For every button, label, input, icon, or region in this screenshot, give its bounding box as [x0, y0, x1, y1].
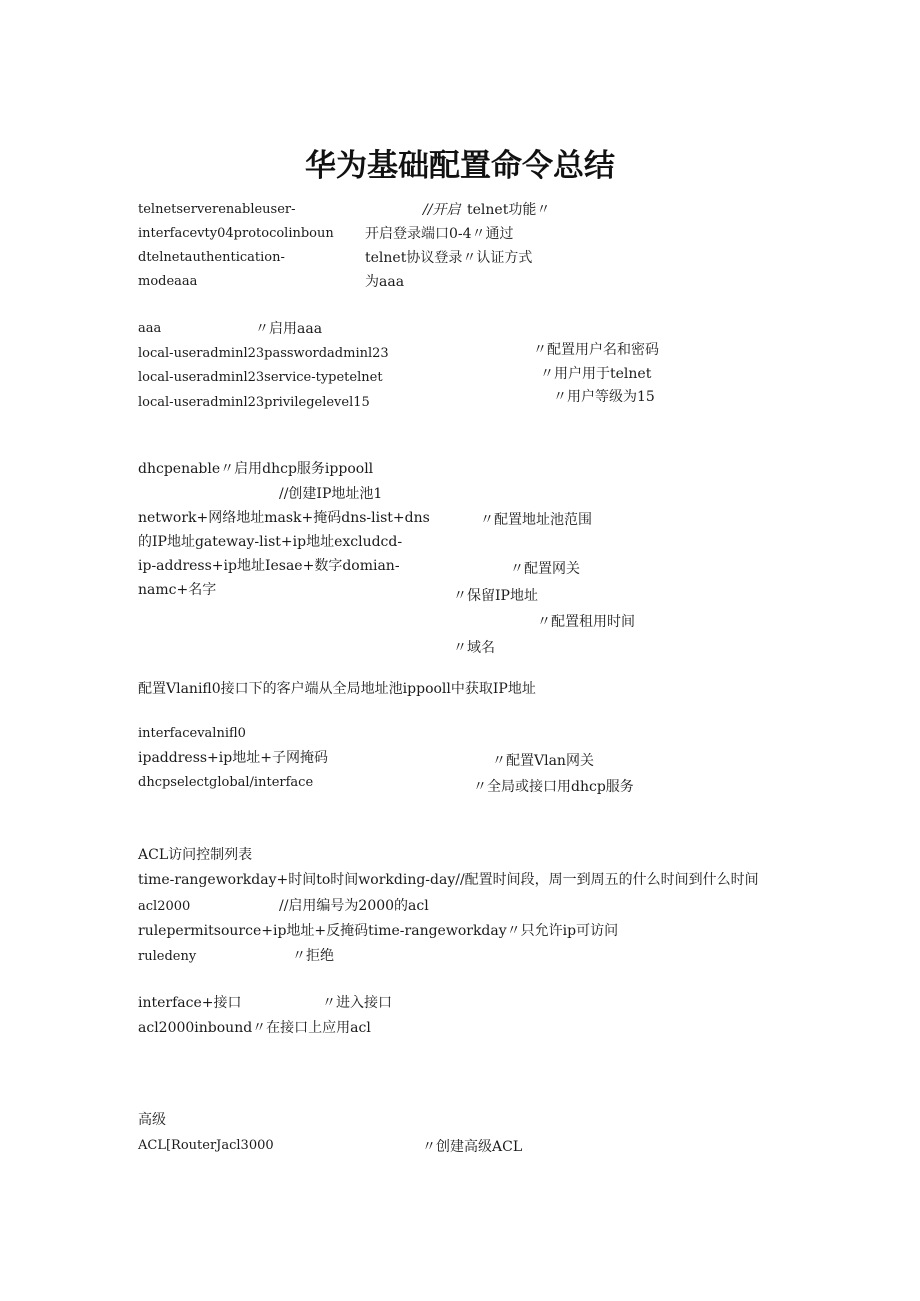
advanced-comment-1: 〃创建高级ACL: [422, 1139, 523, 1155]
aaa-comment-2: 〃用户用于telnet: [540, 366, 652, 382]
dhcp-line-2: //创建IP地址池1: [279, 486, 383, 502]
vlanif-description: 配置Vlanifl0接口下的客户端从全局地址池ippooll中获取IP地址: [138, 681, 536, 697]
acl-cmd-5: interface+接口: [138, 995, 242, 1011]
acl-comment-5: 〃进入接口: [322, 995, 392, 1011]
telnet-comment-1: //开启: [423, 202, 461, 218]
aaa-cmd-2: local-useradminl23service-typetelnet: [138, 370, 383, 385]
aaa-cmd-0: aaa: [138, 321, 162, 336]
dhcp-line-3: network+网络地址mask+掩码dns-list+dns: [138, 510, 430, 526]
advanced-heading: 高级: [138, 1112, 166, 1128]
telnet-comment-4: 为aaa: [365, 274, 405, 290]
aaa-cmd-3: local-useradminl23privilegelevel15: [138, 395, 370, 410]
dhcp-comment-1: 〃配置地址池范围: [480, 512, 592, 528]
dhcp-comment-2: 〃配置网关: [510, 561, 580, 577]
acl-cmd-2: acl2000: [138, 899, 191, 914]
telnet-cmd-2: interfacevty04protocolinboun: [138, 226, 334, 241]
vlanif-cmd-2: ipaddress+ip地址+子网掩码: [138, 750, 328, 766]
vlanif-cmd-3: dhcpselectglobal/interface: [138, 775, 314, 790]
telnet-cmd-3: dtelnetauthentication-: [138, 250, 285, 265]
dhcp-comment-5: 〃域名: [453, 640, 495, 656]
telnet-comment-2: 开启登录端口0-4〃通过: [365, 226, 514, 242]
telnet-cmd-4: modeaaa: [138, 274, 198, 289]
dhcp-comment-4: 〃配置租用时间: [537, 614, 635, 630]
telnet-comment-1b: telnet功能〃: [467, 202, 551, 218]
advanced-cmd-1: ACL[RouterJacl3000: [138, 1138, 274, 1153]
acl-comment-4: 〃拒绝: [292, 948, 334, 964]
telnet-comment-3: telnet协议登录〃认证方式: [365, 250, 533, 266]
telnet-cmd-1: telnetserverenableuser-: [138, 202, 296, 217]
acl-line-3: rulepermitsource+ip地址+反掩码time-rangeworkday〃只允许ip可访问: [138, 923, 619, 939]
vlanif-comment-3: 〃全局或接口用dhcp服务: [473, 779, 634, 795]
vlanif-comment-2: 〃配置Vlan网关: [492, 753, 594, 769]
dhcp-line-4: 的IP地址gateway-list+ip地址excludcd-: [138, 534, 403, 550]
acl-comment-2: //启用编号为2000的acl: [279, 898, 429, 914]
acl-heading: ACL访问控制列表: [138, 847, 253, 863]
dhcp-line-6: namc+名字: [138, 582, 217, 598]
dhcp-line-5: ip-address+ip地址Iesae+数字domian-: [138, 558, 400, 574]
dhcp-comment-3: 〃保留IP地址: [453, 588, 538, 604]
acl-line-6: acl2000inbound〃在接口上应用acl: [138, 1020, 371, 1036]
aaa-comment-3: 〃用户等级为15: [553, 389, 655, 405]
acl-line-1: time-rangeworkday+时间to时间workding-day//配置时间段，周一到周五的什么时间到什么时间: [138, 872, 759, 888]
aaa-comment-1: 〃配置用户名和密码: [533, 342, 659, 358]
page-title: 华为基础配置命令总结: [305, 148, 615, 184]
aaa-comment-0: 〃启用aaa: [255, 321, 323, 337]
dhcp-line-1: dhcpenable〃启用dhcp服务ippooll: [138, 461, 374, 477]
acl-cmd-4: ruledeny: [138, 949, 197, 964]
aaa-cmd-1: local-useradminl23passwordadminl23: [138, 346, 389, 361]
vlanif-cmd-1: interfacevalnifl0: [138, 726, 246, 741]
